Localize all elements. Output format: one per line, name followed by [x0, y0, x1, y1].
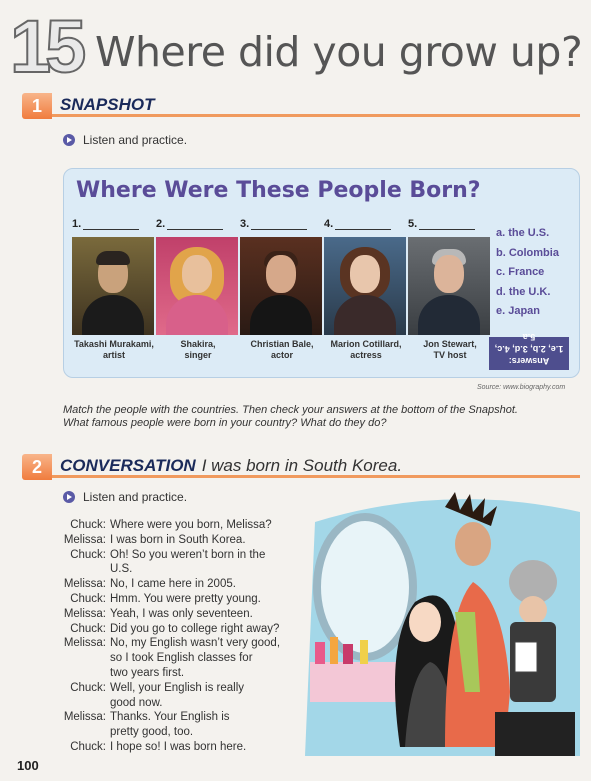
salon-illustration — [305, 492, 580, 756]
conversation-dialogue — [50, 518, 290, 755]
unit-title: Where did you grow up? — [95, 28, 583, 76]
caption: Jon Stewart, TV host — [423, 339, 477, 360]
audio-label: Listen and practice. — [83, 133, 188, 147]
answer-blank[interactable]: 4. — [324, 218, 408, 230]
country-option: b. Colombia — [496, 246, 559, 259]
dialogue-line: pretty good, too. — [110, 726, 194, 739]
country-option: c. France — [496, 266, 545, 278]
photo-murakami — [72, 237, 154, 335]
people-photos — [72, 237, 492, 335]
snapshot-instructions: Match the people with the countries. Then check your answers at the bottom of the Snapshot. What famous people were born in your country? What do they do? — [63, 404, 518, 429]
answer-blank[interactable]: 5. — [408, 218, 492, 230]
snapshot-header — [22, 93, 580, 119]
dialogue-line: Chuck: I hope so! I was born here. — [70, 740, 247, 753]
section-number-badge: 2 — [22, 454, 52, 480]
upside-down-answers: Answers: 1.e, 2.b, 3.d, 4.c, 5.a — [489, 337, 569, 370]
answer-blanks — [72, 218, 492, 230]
country-list — [496, 224, 559, 322]
caption: Marion Cotillard, actress — [330, 339, 402, 360]
caption: Shakira, singer — [180, 339, 216, 360]
page-number: 100 — [17, 758, 39, 773]
country-option: d. the U.K. — [496, 285, 551, 298]
dialogue-line: Chuck: Well, your English is really — [70, 681, 245, 694]
dialogue-line: Chuck: Oh! So you weren’t born in the U.S. — [70, 548, 266, 576]
people-captions — [72, 339, 492, 361]
photo-stewart — [408, 237, 490, 335]
section-number-badge: 1 — [22, 93, 52, 119]
section-divider — [52, 114, 580, 117]
audio-prompt[interactable] — [63, 490, 187, 504]
dialogue-line: Chuck: Hmm. You were pretty young. — [70, 592, 261, 605]
snapshot-box — [63, 168, 580, 378]
unit-number: 15 — [10, 5, 81, 88]
answer-blank[interactable]: 3. — [240, 218, 324, 230]
dialogue-line: two years first. — [110, 666, 185, 679]
photo-cotillard — [324, 237, 406, 335]
audio-play-icon[interactable] — [63, 134, 75, 146]
dialogue-line: Melissa: No, my English wasn’t very good, — [63, 637, 281, 650]
snapshot-title: Where Were These People Born? — [76, 178, 481, 203]
photo-bale — [240, 237, 322, 335]
dialogue-line: Melissa: Thanks. Your English is — [63, 711, 230, 724]
dialogue-line: Melissa: No, I came here in 2005. — [63, 578, 236, 591]
section-subtitle: I was born in South Korea. — [201, 456, 403, 475]
section-title: CONVERSATION I was born in South Korea. — [60, 456, 403, 475]
dialogue-line: so I took English classes for — [110, 652, 253, 665]
audio-prompt[interactable] — [63, 133, 187, 147]
section-title: SNAPSHOT — [60, 95, 155, 114]
caption: Takashi Murakami, artist — [74, 339, 154, 360]
dialogue-line: Melissa: I was born in South Korea. — [63, 533, 246, 546]
answer-blank[interactable]: 1. — [72, 218, 156, 230]
caption: Christian Bale, actor — [250, 339, 314, 360]
source-credit: Source: www.biography.com — [477, 384, 566, 391]
answer-blank[interactable]: 2. — [156, 218, 240, 230]
dialogue-line: Chuck: Did you go to college right away? — [70, 622, 280, 635]
photo-shakira — [156, 237, 238, 335]
audio-label: Listen and practice. — [83, 490, 188, 504]
dialogue-line: Melissa: Yeah, I was only seventeen. — [63, 607, 253, 620]
conversation-header — [22, 454, 580, 480]
dialogue-line: good now. — [110, 696, 163, 709]
section-divider — [52, 475, 580, 478]
country-option: a. the U.S. — [496, 227, 550, 239]
dialogue-line: Chuck: Where were you born, Melissa? — [70, 519, 272, 531]
country-option: e. Japan — [496, 305, 541, 317]
audio-play-icon[interactable] — [63, 491, 75, 503]
